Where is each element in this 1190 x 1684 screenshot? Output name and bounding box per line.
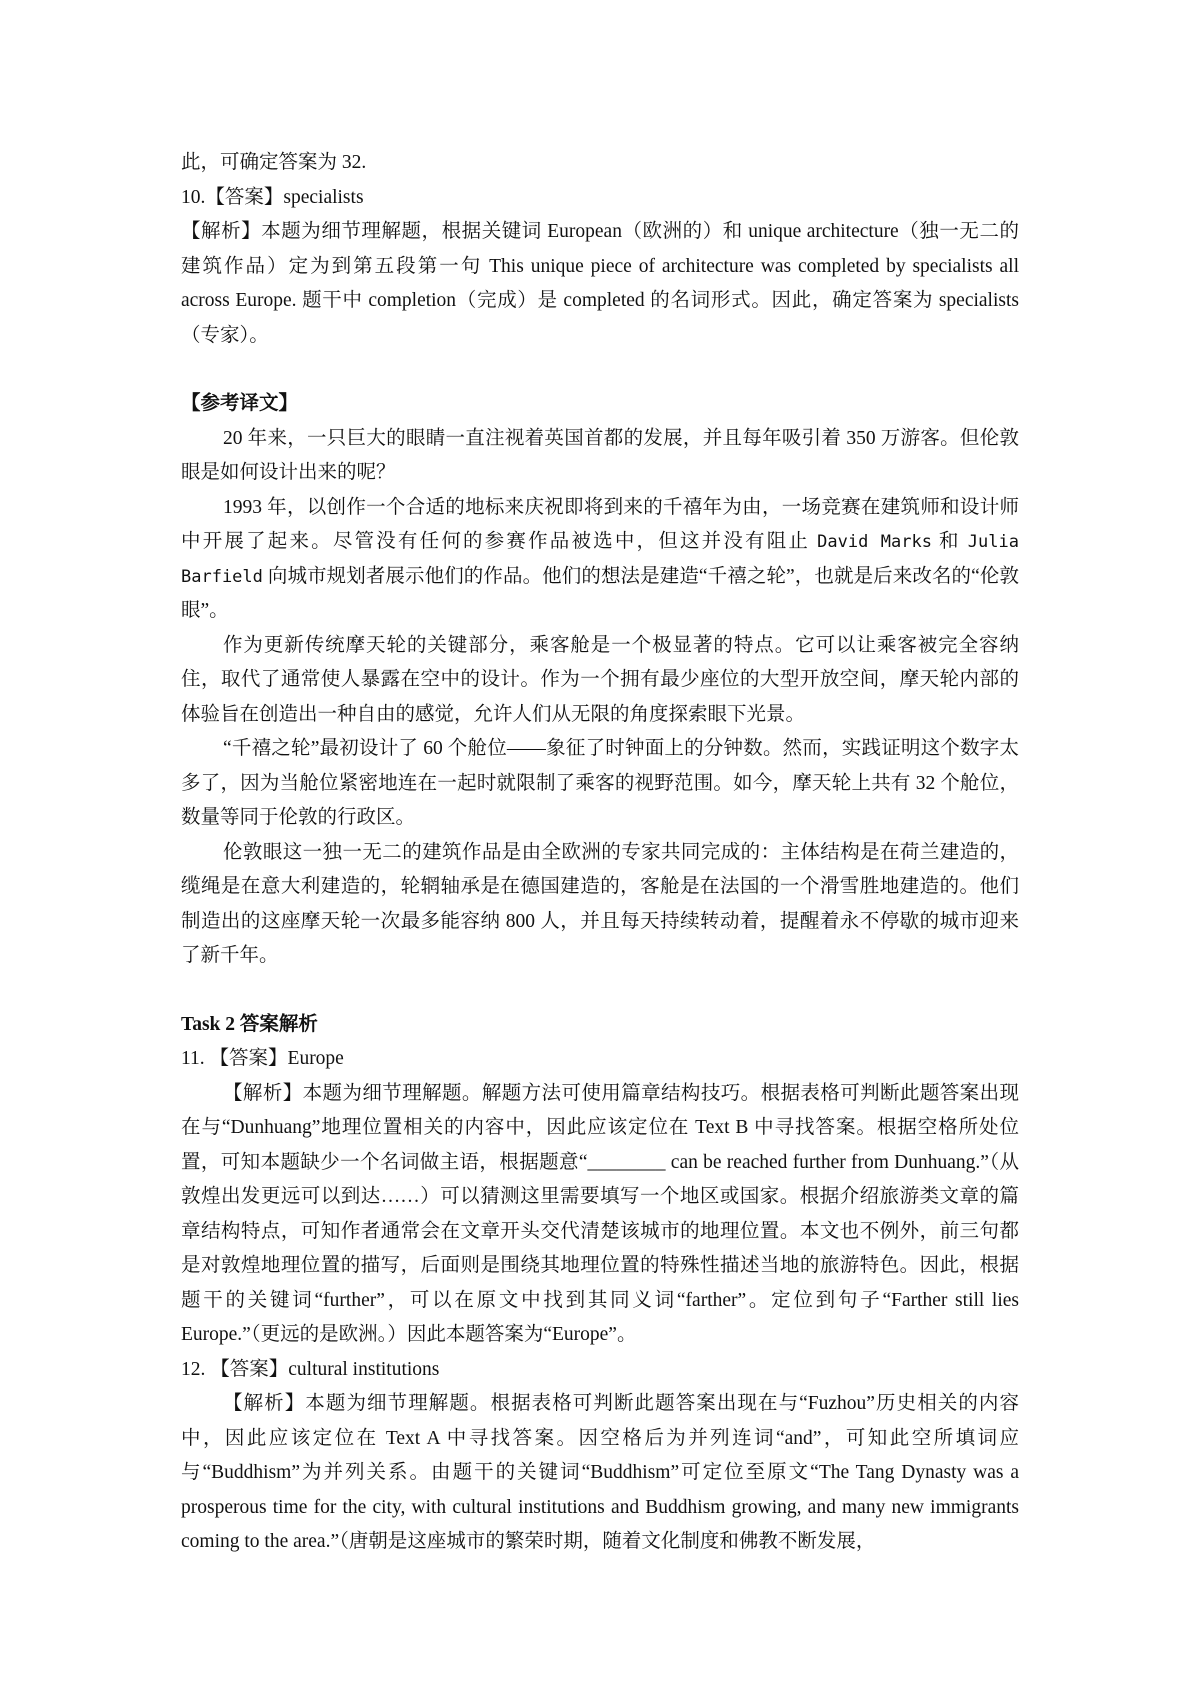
q12-analysis: 【解析】本题为细节理解题。根据表格可判断此题答案出现在与“Fuzhou”历史相关的内容中，因此应该定位在 Text A 中寻找答案。因空格后为并列连词“and”，可知此空所填词应与“Buddhism”为并列关系。由题干的关键词“Buddhism”可定位至原文“The Tang Dynasty was a prosperous time for the city, with cultural institutions and Buddhism growing, and many new immigrants coming to the area.”（唐朝是这座城市的繁荣时期，随着文化制度和佛教不断发展，: [181, 1393, 1019, 1552]
translation-paragraph-4: “千禧之轮”最初设计了 60 个舱位——象征了时钟面上的分钟数。然而，实践证明这个数字太多了，因为当舱位紧密地连在一起时就限制了乘客的视野范围。如今，摩天轮上共有 32 个舱位，数量等同于伦敦的行政区。: [181, 738, 1019, 828]
document-page: [181, 146, 1019, 1560]
translation-paragraph-1: 20 年来，一只巨大的眼睛一直注视着英国首都的发展，并且每年吸引着 350 万游客。但伦敦眼是如何设计出来的呢？: [181, 427, 1019, 483]
spacer: [181, 353, 1019, 387]
translation-heading: 【参考译文】: [181, 393, 299, 414]
name-julia-barfield: Julia Barfield: [181, 532, 1019, 587]
q12-answer: 12. 【答案】cultural institutions: [181, 1358, 440, 1380]
translation-paragraph-2-part-a: 1993 年，以创作一个合适的地标来庆祝即将到来的千禧年为由，一场竞赛在建筑师和设计师中开展了起来。尽管没有任何的参赛作品被选中，但这并没有阻止: [181, 496, 1019, 552]
q11-answer: 11. 【答案】Europe: [181, 1048, 344, 1069]
spacer: [181, 974, 1019, 1008]
q11-analysis: 【解析】本题为细节理解题。解题方法可使用篇章结构技巧。根据表格可判断此题答案出现在与“Dunhuang”地理位置相关的内容中，因此应该定位在 Text B 中寻找答案。根据空格所处位置，可知本题缺少一个名词做主语，根据题意“________ can be reached further from Dunhuang.”（从敦煌出发更远可以到达……）可以猜测这里需要填写一个地区或国家。根据介绍旅游类文章的篇章结构特点，可知作者通常会在文章开头交代清楚该城市的地理位置。本文也不例外，前三句都是对敦煌地理位置的描写，后面则是围绕其地理位置的特殊性描述当地的旅游特色。因此，根据题干的关键词“further”，可以在原文中找到其同义词“farther”。定位到句子“Farther still lies Europe.”（更远的是欧洲。）因此本题答案为“Europe”。: [181, 1082, 1019, 1345]
task2-heading: Task 2 答案解析: [181, 1013, 318, 1035]
translation-paragraph-2: [181, 491, 1019, 629]
translation-paragraph-2-part-c: 向城市规划者展示他们的作品。他们的想法是建造“千禧之轮”，也就是后来改名的“伦敦眼”。: [181, 565, 1019, 621]
name-david-marks: David Marks: [817, 532, 932, 552]
q10-answer: 10.【答案】specialists: [181, 186, 364, 208]
translation-paragraph-3: 作为更新传统摩天轮的关键部分，乘客舱是一个极显著的特点。它可以让乘客被完全容纳住，取代了通常使人暴露在空中的设计。作为一个拥有最少座位的大型开放空间，摩天轮内部的体验旨在创造出一种自由的感觉，允许人们从无限的角度探索眼下光景。: [181, 634, 1019, 725]
continuation-line: 此，可确定答案为 32.: [181, 152, 367, 173]
translation-paragraph-2-part-b: 和: [931, 531, 968, 552]
translation-paragraph-5: 伦敦眼这一独一无二的建筑作品是由全欧洲的专家共同完成的：主体结构是在荷兰建造的，缆绳是在意大利建造的，轮辋轴承是在德国建造的，客舱是在法国的一个滑雪胜地建造的。他们制造出的这座摩天轮一次最多能容纳 800 人，并且每天持续转动着，提醒着永不停歇的城市迎来了新千年。: [181, 841, 1019, 966]
q10-analysis: 【解析】本题为细节理解题，根据关键词 European（欧洲的）和 unique architecture（独一无二的建筑作品）定为到第五段第一句 This unique piece of architecture was completed by specialists all across Europe. 题干中 completion（完成）是 completed 的名词形式。因此，确定答案为 specialists（专家）。: [181, 221, 1019, 346]
